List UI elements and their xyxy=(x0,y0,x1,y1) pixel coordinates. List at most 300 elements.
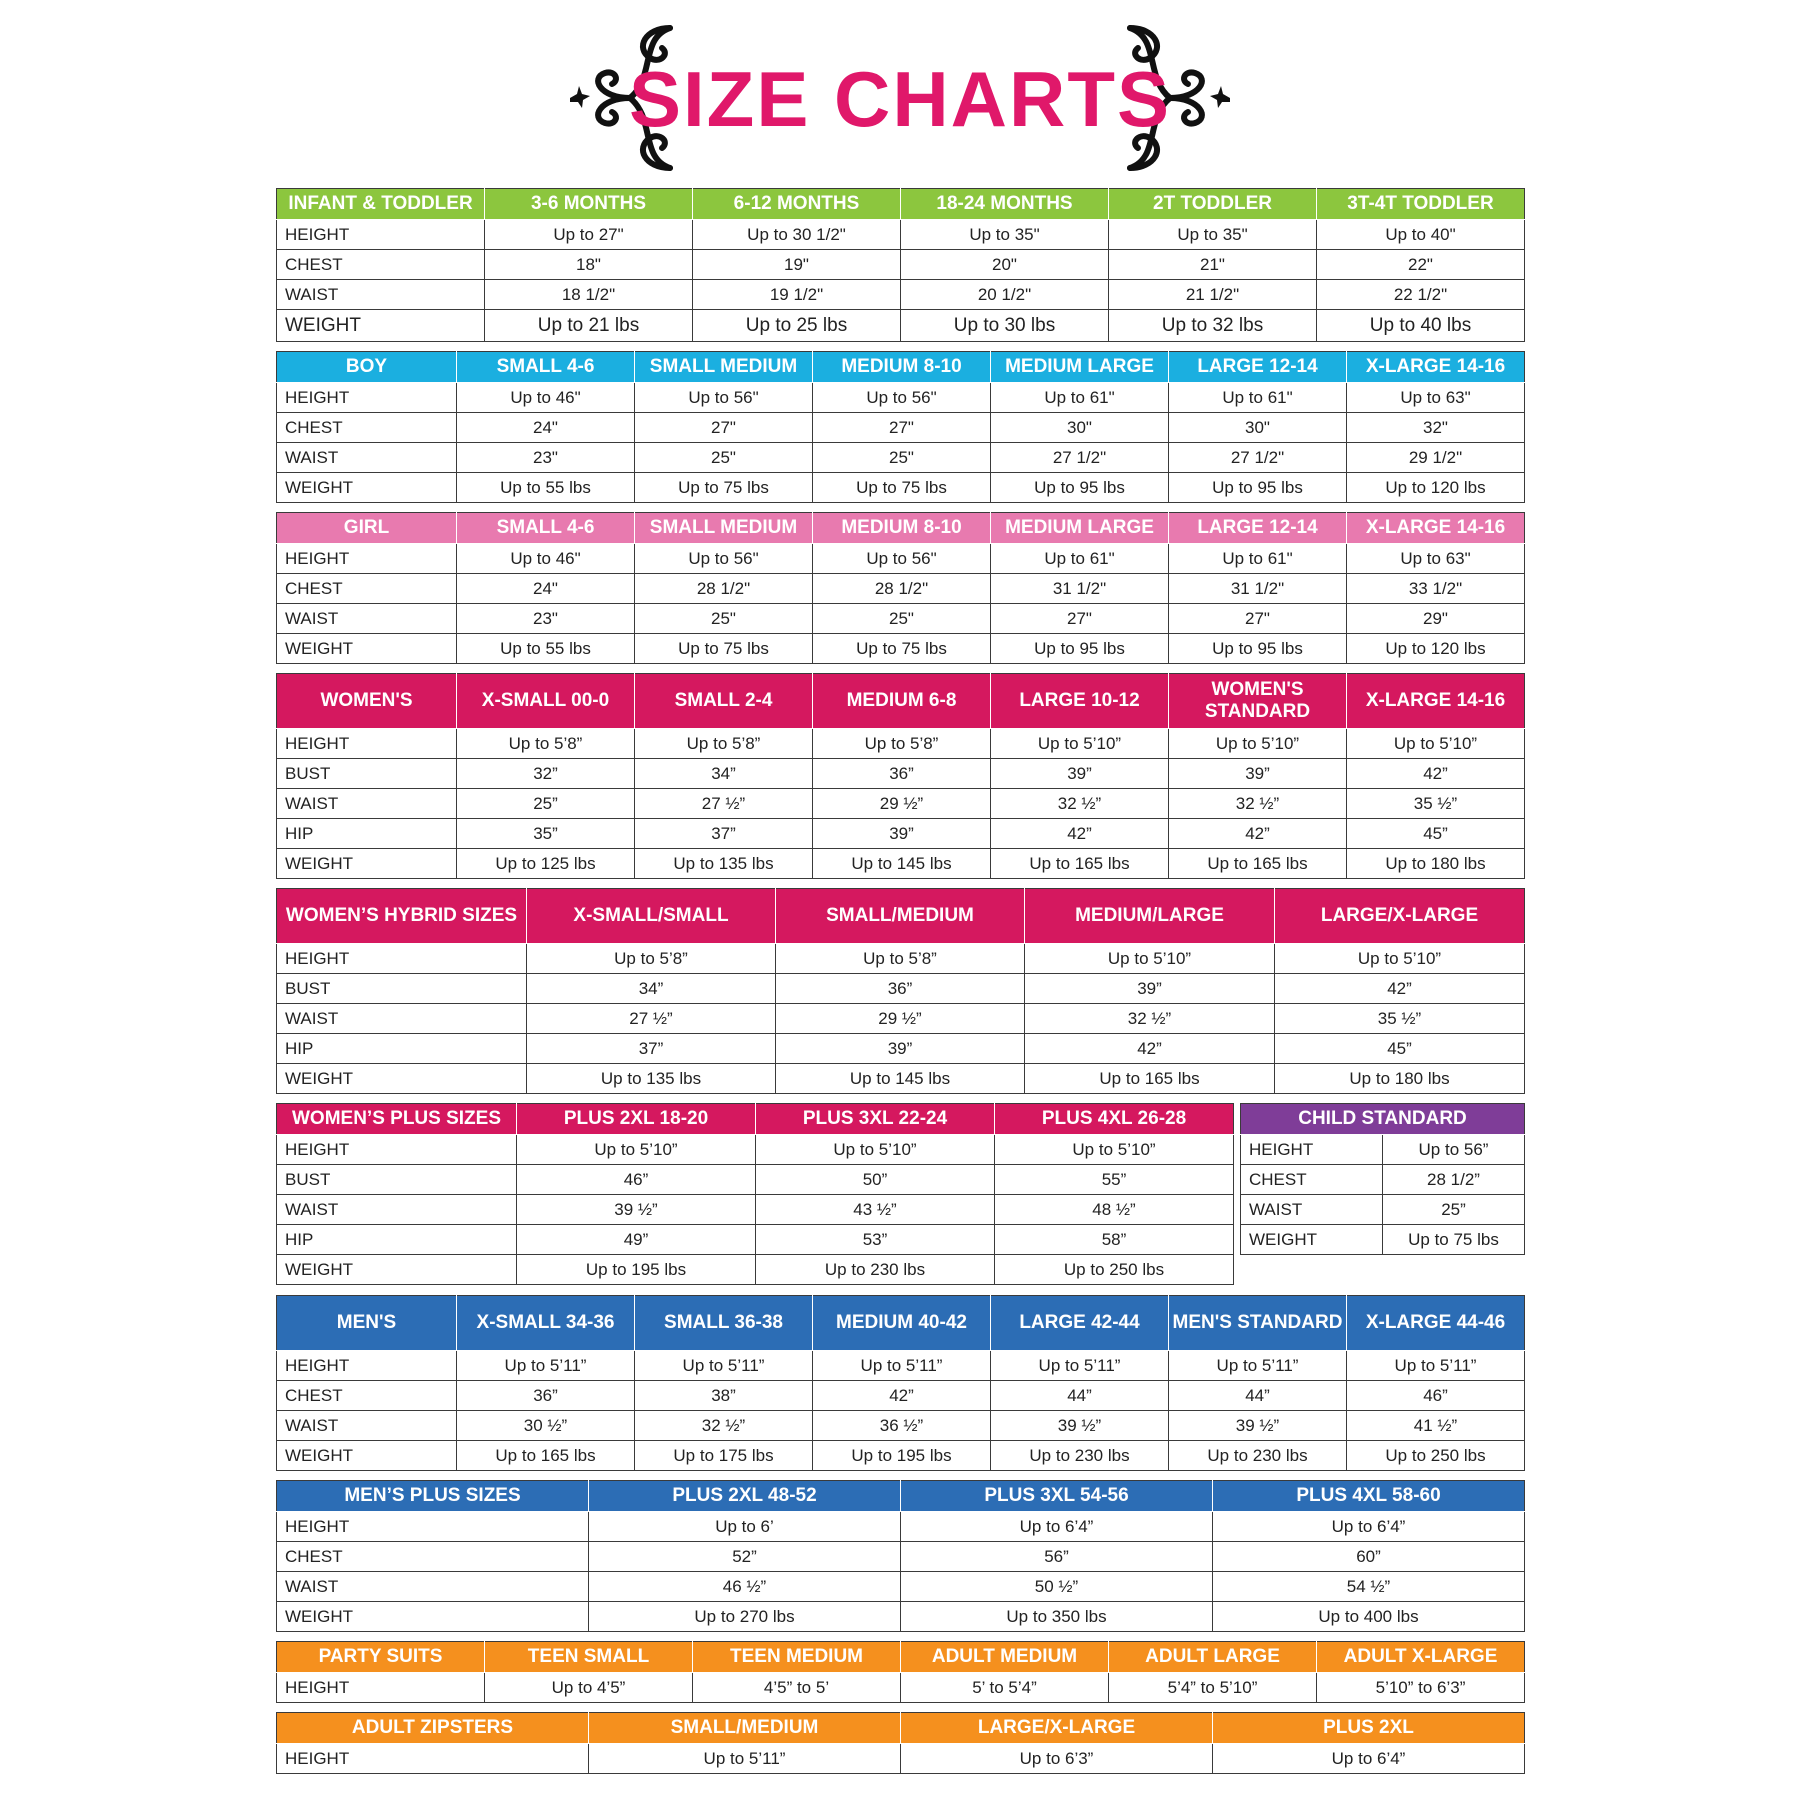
size-value-cell: Up to 5’11” xyxy=(1169,1351,1347,1381)
party-suits-size-table xyxy=(276,1641,1525,1703)
mens-plus-size-table xyxy=(276,1480,1525,1632)
size-value-cell: 53” xyxy=(756,1225,995,1255)
table-row xyxy=(277,1034,1525,1064)
size-value-cell: Up to 35" xyxy=(901,220,1109,250)
size-value-cell: 30" xyxy=(991,413,1169,443)
table-row xyxy=(277,1572,1525,1602)
table-header-cell: MEDIUM LARGE xyxy=(991,513,1169,544)
adult-zipsters-size-table xyxy=(276,1712,1525,1774)
size-value-cell: Up to 75 lbs xyxy=(1383,1225,1525,1255)
size-value-cell: 32” xyxy=(457,759,635,789)
table-header-cell: SMALL/MEDIUM xyxy=(776,889,1025,944)
title-banner xyxy=(560,18,1240,178)
measurement-label: CHEST xyxy=(277,250,485,280)
size-value-cell: Up to 135 lbs xyxy=(635,849,813,879)
size-value-cell: 29" xyxy=(1347,604,1525,634)
size-value-cell: Up to 32 lbs xyxy=(1109,310,1317,342)
size-value-cell: 39 ½” xyxy=(517,1195,756,1225)
size-value-cell: 34” xyxy=(527,974,776,1004)
table-row xyxy=(1241,1165,1525,1195)
size-value-cell: Up to 5’10” xyxy=(756,1135,995,1165)
size-value-cell: Up to 5’8” xyxy=(527,944,776,974)
table-header-cell: WOMEN'S STANDARD xyxy=(1169,674,1347,729)
size-value-cell: Up to 56" xyxy=(635,383,813,413)
size-value-cell: Up to 350 lbs xyxy=(901,1602,1213,1632)
size-value-cell: Up to 195 lbs xyxy=(517,1255,756,1285)
table-header-cell: WOMEN'S xyxy=(277,674,457,729)
table-header-cell: X-LARGE 44-46 xyxy=(1347,1296,1525,1351)
size-value-cell: 42” xyxy=(1025,1034,1275,1064)
measurement-label: WEIGHT xyxy=(277,1602,589,1632)
size-value-cell: 44” xyxy=(1169,1381,1347,1411)
table-header-cell: ADULT ZIPSTERS xyxy=(277,1713,589,1744)
size-value-cell: Up to 95 lbs xyxy=(1169,634,1347,664)
size-value-cell: Up to 40 lbs xyxy=(1317,310,1525,342)
size-value-cell: 58” xyxy=(995,1225,1234,1255)
size-value-cell: Up to 95 lbs xyxy=(991,634,1169,664)
size-value-cell: 37” xyxy=(635,819,813,849)
size-value-cell: 5’10” to 6’3” xyxy=(1317,1673,1525,1703)
size-value-cell: Up to 75 lbs xyxy=(635,473,813,503)
table-row xyxy=(277,280,1525,310)
size-value-cell: 35” xyxy=(457,819,635,849)
measurement-label: HEIGHT xyxy=(277,1351,457,1381)
table-header-cell: X-LARGE 14-16 xyxy=(1347,674,1525,729)
table-header-cell: PLUS 4XL 26-28 xyxy=(995,1104,1234,1135)
size-value-cell: 34” xyxy=(635,759,813,789)
size-value-cell: 39” xyxy=(813,819,991,849)
size-value-cell: 48 ½” xyxy=(995,1195,1234,1225)
table-row xyxy=(277,974,1525,1004)
size-value-cell: Up to 5’8” xyxy=(776,944,1025,974)
size-value-cell: Up to 30 lbs xyxy=(901,310,1109,342)
table-header-cell: SMALL 4-6 xyxy=(457,352,635,383)
measurement-label: WEIGHT xyxy=(1241,1225,1383,1255)
table-header-cell: SMALL MEDIUM xyxy=(635,352,813,383)
table-header-cell: PLUS 2XL 48-52 xyxy=(589,1481,901,1512)
size-value-cell: Up to 400 lbs xyxy=(1213,1602,1525,1632)
table-header-cell: LARGE 10-12 xyxy=(991,674,1169,729)
table-header-cell: MEDIUM/LARGE xyxy=(1025,889,1275,944)
size-value-cell: 27" xyxy=(1169,604,1347,634)
size-value-cell: Up to 5’8” xyxy=(635,729,813,759)
table-row xyxy=(277,413,1525,443)
measurement-label: HEIGHT xyxy=(1241,1135,1383,1165)
measurement-label: HIP xyxy=(277,1034,527,1064)
table-row xyxy=(277,1411,1525,1441)
table-row xyxy=(277,634,1525,664)
size-value-cell: 42” xyxy=(991,819,1169,849)
table-header-cell: MEN’S PLUS SIZES xyxy=(277,1481,589,1512)
size-value-cell: 46” xyxy=(1347,1381,1525,1411)
size-value-cell: 32 ½” xyxy=(1025,1004,1275,1034)
table-row xyxy=(277,1512,1525,1542)
size-value-cell: 38” xyxy=(635,1381,813,1411)
size-value-cell: 55” xyxy=(995,1165,1234,1195)
size-value-cell: Up to 30 1/2" xyxy=(693,220,901,250)
size-value-cell: Up to 5’10” xyxy=(517,1135,756,1165)
table-header-cell: LARGE 12-14 xyxy=(1169,352,1347,383)
measurement-label: HEIGHT xyxy=(277,1135,517,1165)
table-header-cell: MEDIUM 8-10 xyxy=(813,513,991,544)
size-value-cell: 35 ½” xyxy=(1275,1004,1525,1034)
table-header-cell: MEN'S xyxy=(277,1296,457,1351)
table-row xyxy=(277,849,1525,879)
table-header-cell: PLUS 2XL 18-20 xyxy=(517,1104,756,1135)
table-header-cell: LARGE/X-LARGE xyxy=(1275,889,1525,944)
size-value-cell: Up to 175 lbs xyxy=(635,1441,813,1471)
womens-size-table xyxy=(276,673,1525,879)
size-value-cell: 33 1/2" xyxy=(1347,574,1525,604)
table-row xyxy=(277,759,1525,789)
table-header-cell: ADULT X-LARGE xyxy=(1317,1642,1525,1673)
table-row xyxy=(277,819,1525,849)
boy-size-table xyxy=(276,351,1525,503)
table-header-cell: SMALL 36-38 xyxy=(635,1296,813,1351)
size-value-cell: Up to 135 lbs xyxy=(527,1064,776,1094)
measurement-label: HIP xyxy=(277,1225,517,1255)
size-value-cell: 35 ½” xyxy=(1347,789,1525,819)
table-row xyxy=(277,1135,1234,1165)
table-header-cell: SMALL 2-4 xyxy=(635,674,813,729)
table-row xyxy=(277,1195,1234,1225)
size-value-cell: Up to 5’11” xyxy=(991,1351,1169,1381)
size-value-cell: Up to 55 lbs xyxy=(457,634,635,664)
table-header-cell: LARGE/X-LARGE xyxy=(901,1713,1213,1744)
size-value-cell: 25" xyxy=(635,604,813,634)
table-header-cell: BOY xyxy=(277,352,457,383)
measurement-label: WAIST xyxy=(277,443,457,473)
size-value-cell: Up to 27" xyxy=(485,220,693,250)
table-row xyxy=(277,1351,1525,1381)
size-value-cell: 36” xyxy=(813,759,991,789)
table-row xyxy=(277,473,1525,503)
mens-size-table xyxy=(276,1295,1525,1471)
size-value-cell: 22" xyxy=(1317,250,1525,280)
table-header-cell: 3-6 MONTHS xyxy=(485,189,693,220)
size-value-cell: 36” xyxy=(776,974,1025,1004)
table-header-cell: 6-12 MONTHS xyxy=(693,189,901,220)
size-value-cell: 27" xyxy=(991,604,1169,634)
size-value-cell: Up to 6’4” xyxy=(1213,1512,1525,1542)
size-value-cell: 24" xyxy=(457,574,635,604)
size-value-cell: 19" xyxy=(693,250,901,280)
table-header-cell: X-SMALL/SMALL xyxy=(527,889,776,944)
size-value-cell: 20 1/2" xyxy=(901,280,1109,310)
size-value-cell: Up to 95 lbs xyxy=(1169,473,1347,503)
measurement-label: HEIGHT xyxy=(277,220,485,250)
size-value-cell: Up to 61" xyxy=(1169,544,1347,574)
size-value-cell: Up to 5’8” xyxy=(813,729,991,759)
size-value-cell: 42” xyxy=(1169,819,1347,849)
size-value-cell: 27 ½” xyxy=(527,1004,776,1034)
table-row xyxy=(1241,1195,1525,1225)
table-header-cell: LARGE 42-44 xyxy=(991,1296,1169,1351)
size-value-cell: Up to 5’10” xyxy=(995,1135,1234,1165)
size-value-cell: 21 1/2" xyxy=(1109,280,1317,310)
measurement-label: WAIST xyxy=(277,789,457,819)
table-row xyxy=(277,1255,1234,1285)
size-value-cell: Up to 230 lbs xyxy=(1169,1441,1347,1471)
right-star-icon xyxy=(1210,86,1230,108)
size-value-cell: Up to 6’4” xyxy=(1213,1744,1525,1774)
size-value-cell: 41 ½” xyxy=(1347,1411,1525,1441)
size-value-cell: Up to 56" xyxy=(813,383,991,413)
table-row xyxy=(277,310,1525,342)
measurement-label: HEIGHT xyxy=(277,1673,485,1703)
measurement-label: WAIST xyxy=(277,604,457,634)
size-value-cell: Up to 75 lbs xyxy=(813,473,991,503)
size-value-cell: Up to 230 lbs xyxy=(991,1441,1169,1471)
size-value-cell: 27 1/2" xyxy=(991,443,1169,473)
size-value-cell: 18" xyxy=(485,250,693,280)
size-value-cell: 60” xyxy=(1213,1542,1525,1572)
table-header-cell: MEDIUM 8-10 xyxy=(813,352,991,383)
size-value-cell: 56” xyxy=(901,1542,1213,1572)
child-standard-size-table xyxy=(1240,1103,1525,1255)
size-value-cell: 19 1/2" xyxy=(693,280,901,310)
size-value-cell: 39 ½” xyxy=(1169,1411,1347,1441)
table-header-cell: PLUS 3XL 54-56 xyxy=(901,1481,1213,1512)
size-value-cell: 5’ to 5’4” xyxy=(901,1673,1109,1703)
table-row xyxy=(277,574,1525,604)
size-value-cell: 25” xyxy=(1383,1195,1525,1225)
size-value-cell: Up to 6’3” xyxy=(901,1744,1213,1774)
table-row xyxy=(277,1602,1525,1632)
size-value-cell: 39 ½” xyxy=(991,1411,1169,1441)
table-header-cell: SMALL MEDIUM xyxy=(635,513,813,544)
table-row xyxy=(277,1064,1525,1094)
table-header-cell: MEDIUM 6-8 xyxy=(813,674,991,729)
size-value-cell: Up to 95 lbs xyxy=(991,473,1169,503)
table-header-cell: ADULT MEDIUM xyxy=(901,1642,1109,1673)
table-row xyxy=(1241,1225,1525,1255)
size-value-cell: Up to 4’5” xyxy=(485,1673,693,1703)
size-value-cell: Up to 56" xyxy=(813,544,991,574)
size-value-cell: Up to 63" xyxy=(1347,383,1525,413)
size-value-cell: 25" xyxy=(635,443,813,473)
size-value-cell: 45” xyxy=(1275,1034,1525,1064)
size-value-cell: Up to 145 lbs xyxy=(776,1064,1025,1094)
measurement-label: WEIGHT xyxy=(277,1255,517,1285)
table-row xyxy=(277,383,1525,413)
size-value-cell: 27 1/2" xyxy=(1169,443,1347,473)
table-row xyxy=(277,604,1525,634)
table-header-cell: TEEN MEDIUM xyxy=(693,1642,901,1673)
size-value-cell: 25” xyxy=(457,789,635,819)
girl-size-table xyxy=(276,512,1525,664)
table-row xyxy=(277,1225,1234,1255)
size-value-cell: Up to 5’10” xyxy=(1025,944,1275,974)
table-header-cell: GIRL xyxy=(277,513,457,544)
size-value-cell: Up to 230 lbs xyxy=(756,1255,995,1285)
size-value-cell: 30 ½” xyxy=(457,1411,635,1441)
size-value-cell: 39” xyxy=(1025,974,1275,1004)
size-value-cell: 25" xyxy=(813,443,991,473)
size-value-cell: 28 1/2" xyxy=(635,574,813,604)
size-value-cell: 28 1/2” xyxy=(1383,1165,1525,1195)
table-header-cell: LARGE 12-14 xyxy=(1169,513,1347,544)
table-header-cell: PLUS 3XL 22-24 xyxy=(756,1104,995,1135)
size-value-cell: 27" xyxy=(813,413,991,443)
measurement-label: WEIGHT xyxy=(277,849,457,879)
table-header-cell: PARTY SUITS xyxy=(277,1642,485,1673)
table-header-cell: WOMEN’S HYBRID SIZES xyxy=(277,889,527,944)
size-value-cell: Up to 5’11” xyxy=(635,1351,813,1381)
size-value-cell: Up to 120 lbs xyxy=(1347,473,1525,503)
table-header-cell: X-LARGE 14-16 xyxy=(1347,352,1525,383)
measurement-label: HEIGHT xyxy=(277,729,457,759)
left-star-icon xyxy=(570,86,590,108)
size-value-cell: 20" xyxy=(901,250,1109,280)
measurement-label: WEIGHT xyxy=(277,1441,457,1471)
table-header-cell: ADULT LARGE xyxy=(1109,1642,1317,1673)
measurement-label: WEIGHT xyxy=(277,634,457,664)
measurement-label: CHEST xyxy=(277,1381,457,1411)
size-value-cell: Up to 125 lbs xyxy=(457,849,635,879)
size-value-cell: 23" xyxy=(457,604,635,634)
measurement-label: WAIST xyxy=(277,1572,589,1602)
size-value-cell: Up to 61" xyxy=(991,383,1169,413)
size-value-cell: Up to 5’10” xyxy=(1347,729,1525,759)
table-header-cell: MEDIUM LARGE xyxy=(991,352,1169,383)
table-row xyxy=(277,544,1525,574)
size-value-cell: Up to 5’11” xyxy=(589,1744,901,1774)
size-value-cell: Up to 120 lbs xyxy=(1347,634,1525,664)
size-value-cell: Up to 5’10” xyxy=(1169,729,1347,759)
table-row xyxy=(277,250,1525,280)
table-header-cell: PLUS 2XL xyxy=(1213,1713,1525,1744)
size-value-cell: 32 ½” xyxy=(1169,789,1347,819)
size-value-cell: 49” xyxy=(517,1225,756,1255)
measurement-label: WAIST xyxy=(277,1004,527,1034)
size-value-cell: Up to 55 lbs xyxy=(457,473,635,503)
measurement-label: HIP xyxy=(277,819,457,849)
size-value-cell: 31 1/2" xyxy=(991,574,1169,604)
size-value-cell: Up to 180 lbs xyxy=(1347,849,1525,879)
measurement-label: WEIGHT xyxy=(277,473,457,503)
measurement-label: WAIST xyxy=(277,1411,457,1441)
size-value-cell: Up to 46" xyxy=(457,383,635,413)
table-row xyxy=(277,1542,1525,1572)
size-value-cell: 52” xyxy=(589,1542,901,1572)
size-value-cell: Up to 6’4” xyxy=(901,1512,1213,1542)
size-value-cell: Up to 5’11” xyxy=(457,1351,635,1381)
table-header-cell: MEDIUM 40-42 xyxy=(813,1296,991,1351)
size-value-cell: 42” xyxy=(1347,759,1525,789)
size-value-cell: Up to 250 lbs xyxy=(1347,1441,1525,1471)
size-value-cell: Up to 165 lbs xyxy=(1169,849,1347,879)
table-row xyxy=(277,789,1525,819)
measurement-label: HEIGHT xyxy=(277,1512,589,1542)
size-value-cell: 32 ½” xyxy=(991,789,1169,819)
table-row xyxy=(277,944,1525,974)
size-value-cell: Up to 165 lbs xyxy=(1025,1064,1275,1094)
size-value-cell: Up to 35" xyxy=(1109,220,1317,250)
size-value-cell: 29 1/2" xyxy=(1347,443,1525,473)
table-header-cell: WOMEN’S PLUS SIZES xyxy=(277,1104,517,1135)
size-value-cell: Up to 145 lbs xyxy=(813,849,991,879)
size-value-cell: 32 ½” xyxy=(635,1411,813,1441)
size-value-cell: Up to 6’ xyxy=(589,1512,901,1542)
table-row xyxy=(277,1744,1525,1774)
size-value-cell: Up to 250 lbs xyxy=(995,1255,1234,1285)
size-value-cell: 29 ½” xyxy=(813,789,991,819)
size-value-cell: Up to 21 lbs xyxy=(485,310,693,342)
size-value-cell: Up to 5’11” xyxy=(813,1351,991,1381)
size-value-cell: 25" xyxy=(813,604,991,634)
size-value-cell: Up to 165 lbs xyxy=(991,849,1169,879)
size-value-cell: 42” xyxy=(813,1381,991,1411)
table-header-cell: 2T TODDLER xyxy=(1109,189,1317,220)
measurement-label: WAIST xyxy=(277,1195,517,1225)
womens-plus-size-table xyxy=(276,1103,1234,1285)
size-value-cell: 36” xyxy=(457,1381,635,1411)
size-value-cell: Up to 5’10” xyxy=(991,729,1169,759)
size-value-cell: 4’5” to 5’ xyxy=(693,1673,901,1703)
size-value-cell: 50 ½” xyxy=(901,1572,1213,1602)
infant-toddler-size-table xyxy=(276,188,1525,342)
size-value-cell: 39” xyxy=(1169,759,1347,789)
measurement-label: CHEST xyxy=(277,1542,589,1572)
size-value-cell: 45” xyxy=(1347,819,1525,849)
size-value-cell: 32" xyxy=(1347,413,1525,443)
size-value-cell: 39” xyxy=(991,759,1169,789)
size-value-cell: 46 ½” xyxy=(589,1572,901,1602)
table-row xyxy=(277,1441,1525,1471)
measurement-label: CHEST xyxy=(277,413,457,443)
table-header-cell: INFANT & TODDLER xyxy=(277,189,485,220)
size-value-cell: 54 ½” xyxy=(1213,1572,1525,1602)
table-header-cell: PLUS 4XL 58-60 xyxy=(1213,1481,1525,1512)
size-value-cell: Up to 46" xyxy=(457,544,635,574)
table-header-cell: SMALL 4-6 xyxy=(457,513,635,544)
table-header-cell: X-SMALL 34-36 xyxy=(457,1296,635,1351)
table-row xyxy=(277,729,1525,759)
table-row xyxy=(277,220,1525,250)
table-row xyxy=(277,1165,1234,1195)
measurement-label: BUST xyxy=(277,1165,517,1195)
size-value-cell: 23" xyxy=(457,443,635,473)
measurement-label: HEIGHT xyxy=(277,944,527,974)
size-value-cell: 30" xyxy=(1169,413,1347,443)
size-value-cell: Up to 61" xyxy=(991,544,1169,574)
size-value-cell: Up to 5’10” xyxy=(1275,944,1525,974)
size-value-cell: Up to 75 lbs xyxy=(813,634,991,664)
size-value-cell: Up to 75 lbs xyxy=(635,634,813,664)
table-header-cell: X-SMALL 00-0 xyxy=(457,674,635,729)
table-header-cell: SMALL/MEDIUM xyxy=(589,1713,901,1744)
table-row xyxy=(277,1004,1525,1034)
measurement-label: WEIGHT xyxy=(277,1064,527,1094)
size-value-cell: Up to 5’11” xyxy=(1347,1351,1525,1381)
measurement-label: HEIGHT xyxy=(277,544,457,574)
size-value-cell: 46” xyxy=(517,1165,756,1195)
size-value-cell: Up to 165 lbs xyxy=(457,1441,635,1471)
size-value-cell: 24" xyxy=(457,413,635,443)
size-value-cell: 27" xyxy=(635,413,813,443)
table-header-cell: MEN'S STANDARD xyxy=(1169,1296,1347,1351)
size-value-cell: Up to 56" xyxy=(635,544,813,574)
size-value-cell: Up to 25 lbs xyxy=(693,310,901,342)
size-value-cell: 28 1/2" xyxy=(813,574,991,604)
size-value-cell: Up to 195 lbs xyxy=(813,1441,991,1471)
size-value-cell: 21" xyxy=(1109,250,1317,280)
measurement-label: WAIST xyxy=(277,280,485,310)
measurement-label: BUST xyxy=(277,759,457,789)
womens-hybrid-size-table xyxy=(276,888,1525,1094)
size-value-cell: Up to 180 lbs xyxy=(1275,1064,1525,1094)
